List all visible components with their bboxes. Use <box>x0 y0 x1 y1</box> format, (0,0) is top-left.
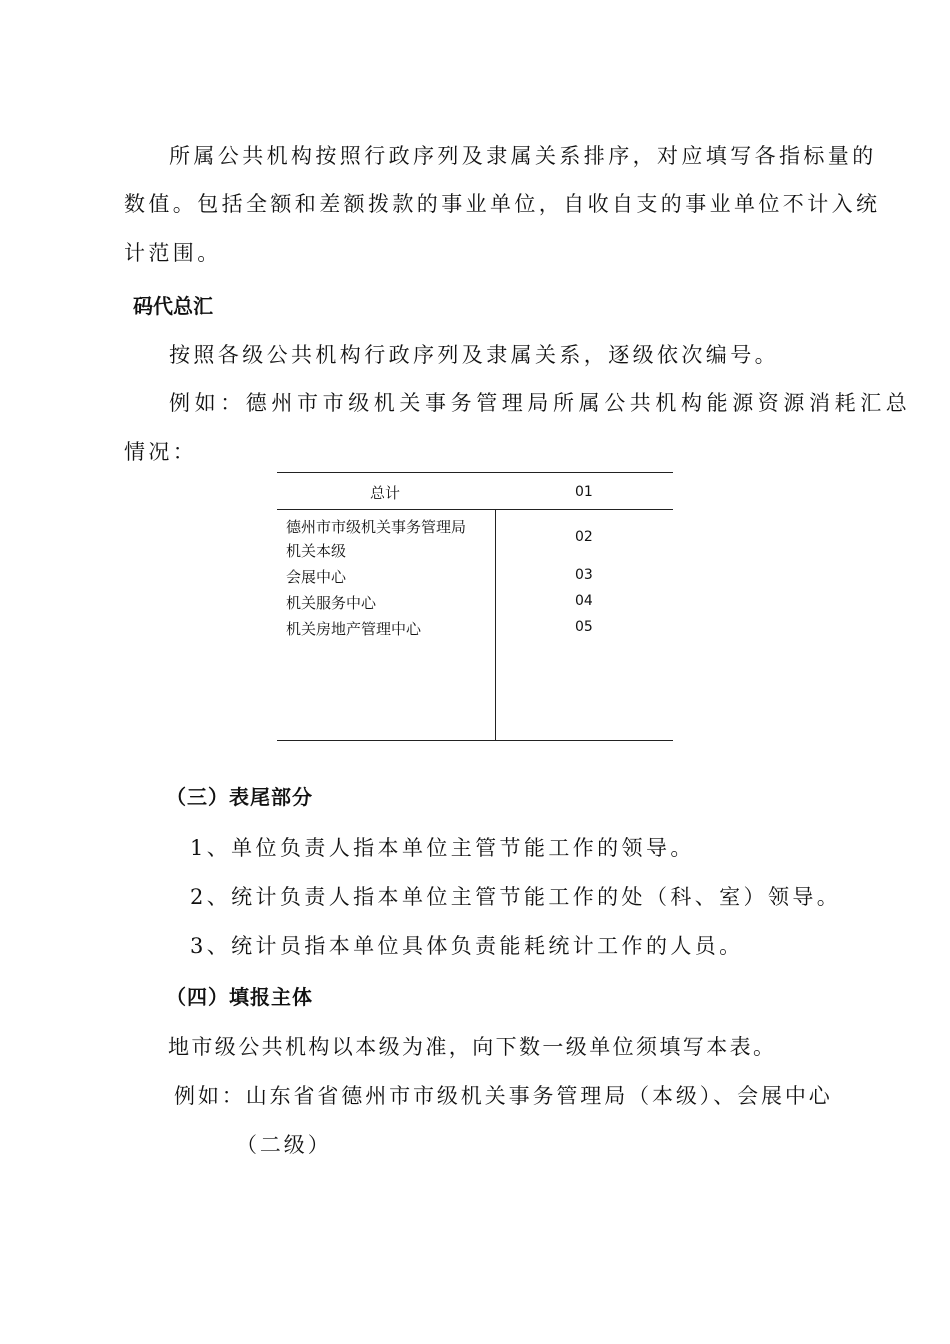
table-row-name-line1: 德州市市级机关事务管理局 <box>286 518 467 536</box>
intro-line-1: 所属公共机构按照行政序列及隶属关系排序，对应填写各指标量的 <box>169 144 877 168</box>
code-example-line-1: 例如：德州市市级机关事务管理局所属公共机构能源资源消耗汇总 <box>169 391 912 415</box>
intro-line-3: 计范围。 <box>124 241 222 265</box>
subject-rule-text: 地市级公共机构以本级为准，向下数一级单位须填写本表。 <box>168 1035 777 1059</box>
footer-item-1: 1、单位负责人指本单位主管节能工作的领导。 <box>190 836 695 860</box>
subject-example-line-2: （二级） <box>236 1133 332 1157</box>
code-table <box>277 472 673 741</box>
section-heading-subject: （四）填报主体 <box>166 985 313 1009</box>
code-rule-text: 按照各级公共机构行政序列及隶属关系，逐级依次编号。 <box>169 343 779 367</box>
table-row-code: 05 <box>575 619 593 635</box>
table-header-rule <box>277 509 673 510</box>
table-header-name: 总计 <box>370 484 401 502</box>
table-row-code: 04 <box>575 593 593 609</box>
table-row-name-line2: 机关本级 <box>286 542 347 560</box>
table-row-name: 机关房地产管理中心 <box>286 620 422 638</box>
table-row-name: 会展中心 <box>286 568 347 586</box>
table-row-name: 机关服务中心 <box>286 594 377 612</box>
footer-item-3: 3、统计员指本单位具体负责能耗统计工作的人员。 <box>190 934 744 958</box>
footer-item-2: 2、统计负责人指本单位主管节能工作的处（科、室）领导。 <box>190 885 842 909</box>
table-header-code: 01 <box>575 484 593 500</box>
section-heading-code-summary: 码代总汇 <box>133 294 213 318</box>
intro-line-2: 数值。包括全额和差额拨款的事业单位，自收自支的事业单位不计入统 <box>124 192 881 216</box>
table-row-code: 03 <box>575 567 593 583</box>
subject-example-line-1: 例如：山东省省德州市市级机关事务管理局（本级）、会展中心 <box>174 1084 833 1108</box>
table-row-code: 02 <box>575 529 593 545</box>
section-heading-footer: （三）表尾部分 <box>166 785 313 809</box>
table-column-divider <box>495 510 496 741</box>
table-top-rule <box>277 472 673 473</box>
table-bottom-rule <box>277 740 673 741</box>
code-example-line-2: 情况： <box>124 440 198 464</box>
